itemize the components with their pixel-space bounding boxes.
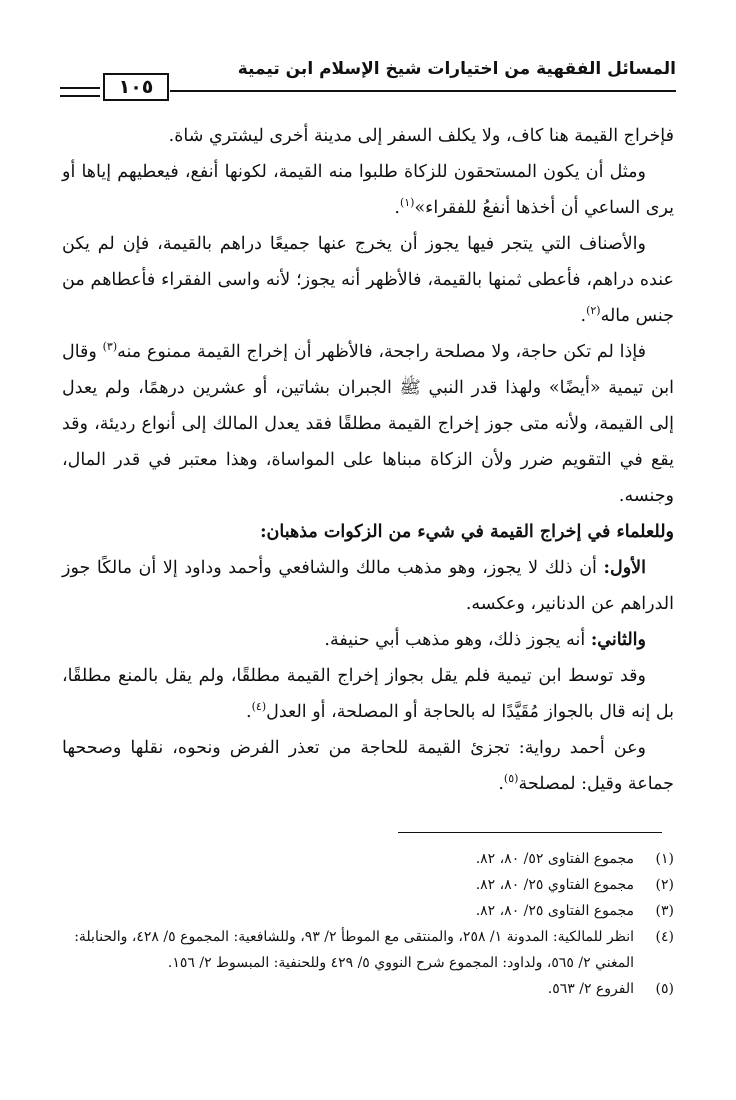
footnote: [62, 846, 674, 872]
footnote-ref-1[interactable]: (١): [399, 196, 415, 210]
footnote-number: (٤): [655, 929, 674, 945]
second-opinion-label: والثاني:: [590, 630, 646, 650]
footnote-ref-5[interactable]: (٥): [503, 772, 519, 786]
footnote-text: انظر للمالكية: المدونة ١/ ٢٥٨، والمنتقى مع الموطأ ٢/ ٩٣، وللشافعية: المجموع ٥/ ٤٢٨، والحنابلة: المغني ٢/ ٥٦٥، ولداود: المجموع شرح النووي ٥/ ٤٢٩ وللحنفية: المبسوط ٢/ ١٥٦.: [74, 929, 634, 971]
footnote-number: (١): [655, 851, 674, 867]
footnote: [62, 898, 674, 924]
footnote-ref-4[interactable]: (٤): [251, 700, 267, 714]
footnote-text: مجموع الفتاوي ٢٥/ ٨٠، ٨٢.: [475, 877, 634, 893]
footnote: [62, 924, 674, 976]
header-rule: [170, 90, 676, 92]
footnote-text: الفروع ٢/ ٥٦٣.: [547, 981, 634, 997]
section-heading: وللعلماء في إخراج القيمة في شيء من الزكوات مذهبان:: [260, 522, 674, 542]
footnote-separator: [398, 832, 662, 833]
page-number: ١٠٥: [103, 73, 169, 101]
footnote-text: مجموع الفتاوى ٥٢/ ٨٠، ٨٢.: [475, 851, 634, 867]
footnote-number: (٢): [655, 877, 674, 893]
footnotes: [62, 846, 674, 1002]
footnote: [62, 872, 674, 898]
footnote-ref-2[interactable]: (٢): [586, 304, 601, 318]
header-double-rule: [60, 87, 100, 97]
footnote: [62, 976, 674, 1002]
paragraph-1: فإخراج القيمة هنا كاف، ولا يكلف السفر إلى مدينة أخرى ليشتري شاة.: [168, 126, 674, 146]
paragraph-2: ومثل أن يكون المستحقون للزكاة طلبوا منه القيمة، لكونها أنفع، فيعطيهم إياها أو يرى الساعي أن أخذها أنفعُ للفقراء»$^{(١)}$.: [62, 162, 674, 218]
footnote-text: مجموع الفتاوى ٢٥/ ٨٠، ٨٢.: [475, 903, 634, 919]
paragraph-9: وعن أحمد رواية: تجزئ القيمة للحاجة من تعذر الفرض ونحوه، نقلها وصححها جماعة وقيل: لمصلحة$^{(٥)}$.: [62, 738, 674, 794]
paragraph-second-opinion: والثاني: أنه يجوز ذلك، وهو مذهب أبي حنيفة.: [324, 630, 646, 650]
running-header: [60, 55, 676, 98]
header-title: المسائل الفقهية من اختيارات شيخ الإسلام ابن تيمية: [237, 59, 676, 79]
main-text: [62, 118, 674, 802]
footnote-ref-3[interactable]: (٣): [102, 340, 118, 354]
first-opinion-label: الأول:: [603, 558, 646, 578]
paragraph-first-opinion: الأول: أن ذلك لا يجوز، وهو مذهب مالك والشافعي وأحمد وداود إلا أن مالكًا جوز الدراهم عن الدنانير، وعكسه.: [62, 558, 674, 614]
paragraph-3: والأصناف التي يتجر فيها يجوز أن يخرج عنها جميعًا دراهم بالقيمة، فإن لم يكن عنده دراهم، فأعطى ثمنها بالقيمة، فالأظهر أنه يجوز؛ لأنه واسى الفقراء فأعطاهم من جنس ماله$^{(٢)}$.: [62, 234, 674, 326]
paragraph-8: وقد توسط ابن تيمية فلم يقل بجواز إخراج القيمة مطلقًا، ولم يقل بالمنع مطلقًا، بل إنه قال بالجواز مُقَيَّدًا له بالحاجة أو المصلحة، أو العدل$^{(٤)}$.: [62, 666, 674, 722]
footnote-number: (٣): [655, 903, 674, 919]
paragraph-4: فإذا لم تكن حاجة، ولا مصلحة راجحة، فالأظهر أن إخراج القيمة ممنوع منه$^{(٣)}$ وقال ابن تيمية «أيضًا» ولهذا قدر النبي ﷺ الجبران بشاتين، أو عشرين درهمًا، ولم يعدل إلى القيمة، ولأنه متى جوز إخراج القيمة مطلقًا فقد يعدل المالك إلى أنواع رديئة، وقد يقع في التقويم ضرر ولأن الزكاة مبناها على المواساة، وهذا معتبر في قدر المال، وجنسه.: [62, 340, 674, 506]
footnote-number: (٥): [655, 981, 674, 997]
